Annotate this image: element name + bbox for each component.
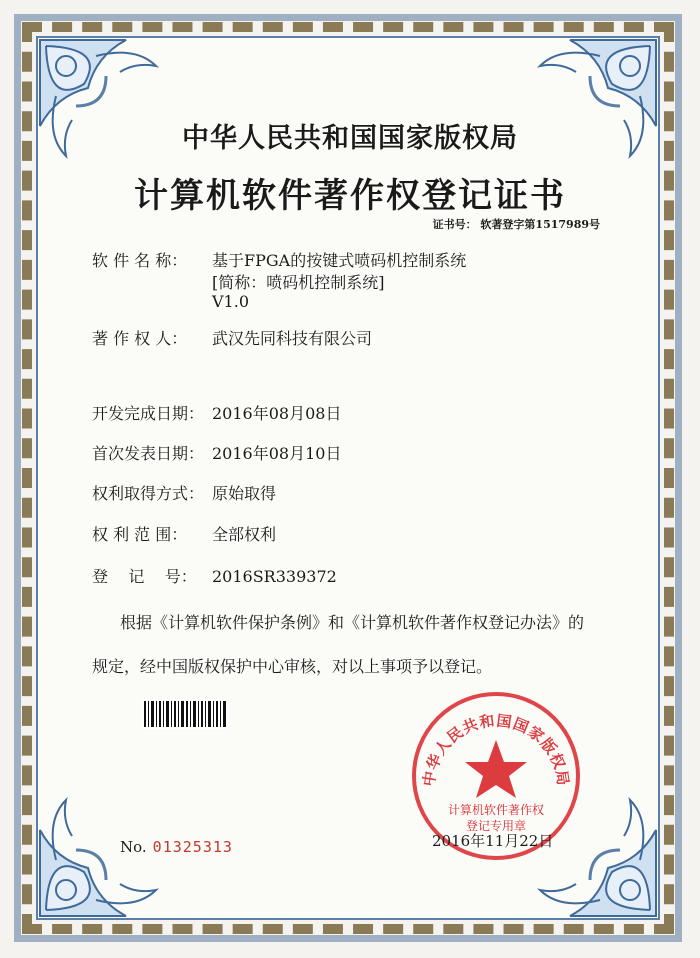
certificate-title: 计算机软件著作权登记证书 [134, 176, 566, 216]
field-value: 2016SR339372 [212, 567, 337, 586]
field-value: 2016年08月08日 [212, 404, 342, 423]
seal-center-line-1: 计算机软件著作权 [447, 803, 545, 817]
software-short-name: [简称：喷码机控制系统] [212, 273, 385, 292]
corner-ornament-icon [36, 36, 186, 186]
field-label: 权利取得方式： [92, 484, 205, 503]
field-value: 2016年08月10日 [212, 444, 342, 463]
field-label: 首次发表日期： [92, 444, 205, 463]
seal-ring-text: 中华人民共和国国家版权局 [419, 711, 573, 788]
field-acquisition [92, 481, 276, 504]
field-dev-date [92, 401, 341, 424]
field-label: 著 作 权 人： [92, 329, 188, 348]
field-value: 武汉先同科技有限公司 [212, 329, 373, 348]
issue-date: 2016年11月22日 [432, 832, 554, 850]
field-pub-date [92, 441, 341, 464]
field-label: 软 件 名 称： [92, 251, 188, 270]
seal-star-icon [465, 740, 527, 798]
field-scope [92, 522, 276, 545]
serial-label: No. [120, 838, 147, 856]
field-owner [92, 326, 372, 349]
statement-line-2: 规定，经中国版权保护中心审核，对以上事项予以登记。 [92, 657, 493, 676]
statement-line-1: 根据《计算机软件保护条例》和《计算机软件著作权登记办法》的 [120, 613, 585, 632]
field-value: 基于FPGA的按键式喷码机控制系统 [212, 251, 467, 270]
software-version: V1.0 [212, 292, 249, 311]
field-value: 全部权利 [212, 525, 277, 544]
field-label: 开发完成日期： [92, 404, 205, 423]
field-software-name [92, 248, 466, 271]
certificate-number: 证书号： 软著登字第1517989号 [432, 218, 600, 231]
field-value: 原始取得 [212, 484, 277, 503]
field-label: 权 利 范 围： [92, 525, 188, 544]
seal-center-line-2: 登记专用章 [465, 819, 527, 833]
barcode-icon [142, 699, 228, 729]
field-label: 登 记 号： [92, 567, 197, 586]
issuing-authority: 中华人民共和国国家版权局 [182, 123, 518, 154]
serial-number [120, 838, 233, 856]
field-registration [92, 564, 337, 587]
serial-value: 01325313 [152, 838, 233, 856]
corner-ornament-icon [510, 36, 660, 186]
